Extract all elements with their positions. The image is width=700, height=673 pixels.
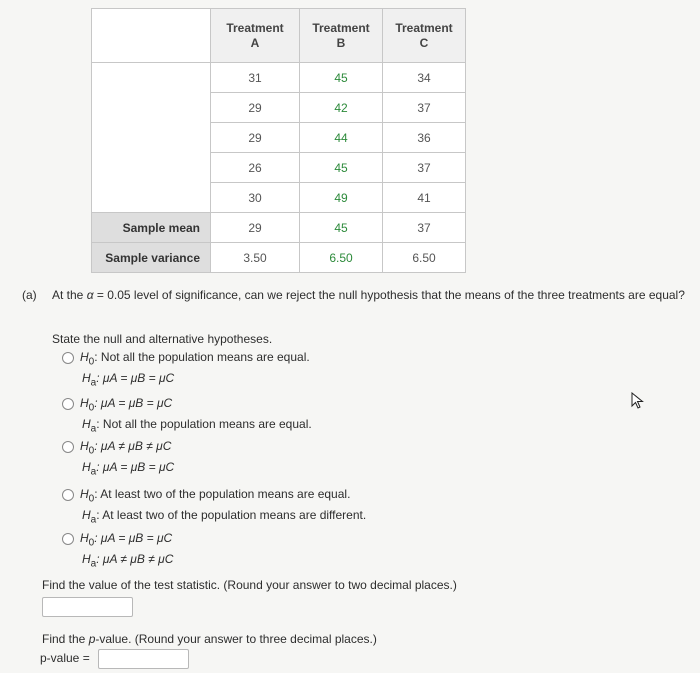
table-row: [92, 183, 466, 213]
p-value-prompt: Find the p-value. (Round your answer to three decimal places.): [42, 632, 377, 646]
cell-b: 45: [300, 153, 383, 183]
cell-a: 29: [211, 123, 300, 153]
header-treatment-a: Treatment A: [211, 9, 300, 63]
cell-a: 29: [211, 93, 300, 123]
question-label: (a): [22, 288, 37, 302]
radio-button[interactable]: [62, 533, 74, 545]
question-a: [22, 288, 697, 303]
mouse-pointer-icon: [631, 392, 645, 410]
table-row: [92, 123, 466, 153]
hypothesis-option-1[interactable]: $H_0$: Not all the population means are equal. $H_a$: μA = μB = μC: [62, 349, 310, 392]
table-row: [92, 153, 466, 183]
variance-c: 6.50: [383, 243, 466, 273]
cell-c: 36: [383, 123, 466, 153]
table-row: [92, 93, 466, 123]
radio-button[interactable]: [62, 441, 74, 453]
header-treatment-c: Treatment C: [383, 9, 466, 63]
radio-button[interactable]: [62, 352, 74, 364]
sample-variance-row: [92, 243, 466, 273]
cell-b: 49: [300, 183, 383, 213]
test-statistic-label: Find the value of the test statistic. (Round your answer to two decimal places.): [42, 578, 457, 592]
corner-cell: [92, 9, 211, 63]
cell-c: 37: [383, 153, 466, 183]
test-statistic-input[interactable]: [42, 597, 133, 617]
cell-b: 44: [300, 123, 383, 153]
cell-c: 34: [383, 63, 466, 93]
cell-c: 41: [383, 183, 466, 213]
variance-a: 3.50: [211, 243, 300, 273]
question-text: At the α = 0.05 level of significance, can we reject the null hypothesis that the means of the three treatments are equal?: [52, 288, 685, 302]
cell-b: 42: [300, 93, 383, 123]
radio-button[interactable]: [62, 398, 74, 410]
sample-mean-row: [92, 213, 466, 243]
sample-variance-label: Sample variance: [92, 243, 211, 273]
p-value-label: p-value =: [40, 651, 90, 665]
cell-a: 30: [211, 183, 300, 213]
table-row: [92, 63, 466, 93]
data-table: [91, 8, 466, 273]
hypothesis-option-4[interactable]: $H_0$: At least two of the population means are equal. $H_a$: At least two of the population means are different.: [62, 486, 366, 529]
sample-mean-label: Sample mean: [92, 213, 211, 243]
cell-c: 37: [383, 93, 466, 123]
variance-b: 6.50: [300, 243, 383, 273]
hypotheses-prompt: State the null and alternative hypotheses.: [52, 332, 273, 346]
p-value-input[interactable]: [98, 649, 189, 669]
cell-b: 45: [300, 63, 383, 93]
hypothesis-option-3[interactable]: $H_0$: μA ≠ μB ≠ μC $H_a$: μA = μB = μC: [62, 438, 174, 481]
cell-a: 31: [211, 63, 300, 93]
hypothesis-option-5[interactable]: $H_0$: μA = μB = μC $H_a$: μA ≠ μB ≠ μC: [62, 530, 173, 573]
cell-a: 26: [211, 153, 300, 183]
mean-c: 37: [383, 213, 466, 243]
hypothesis-option-2[interactable]: $H_0$: μA = μB = μC $H_a$: Not all the population means are equal.: [62, 395, 312, 438]
mean-a: 29: [211, 213, 300, 243]
mean-b: 45: [300, 213, 383, 243]
header-treatment-b: Treatment B: [300, 9, 383, 63]
radio-button[interactable]: [62, 489, 74, 501]
